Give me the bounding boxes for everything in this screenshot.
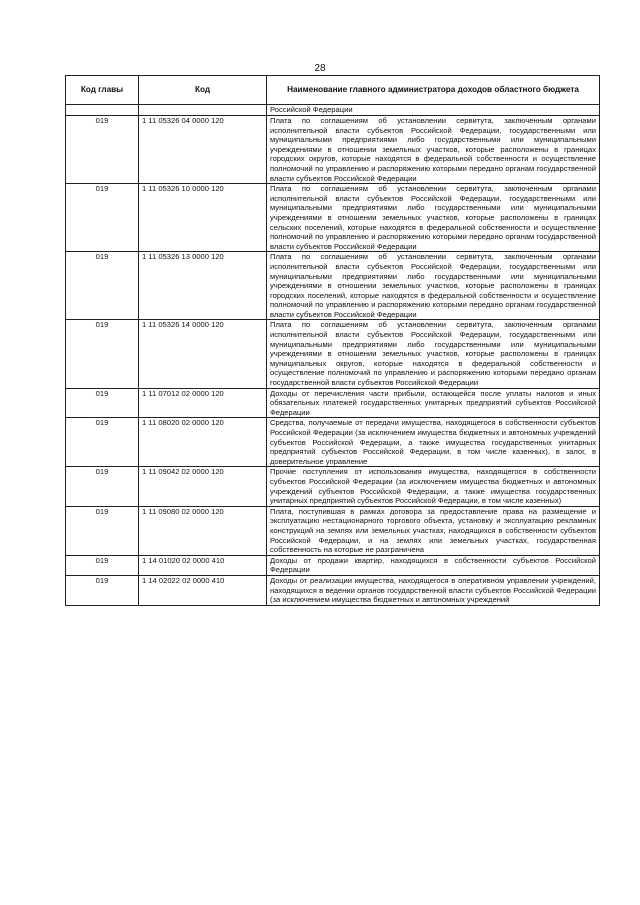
chapter-code-cell: 019	[66, 388, 139, 418]
revenue-codes-table	[65, 75, 600, 606]
code-cell: 1 11 07012 02 0000 120	[139, 388, 267, 418]
chapter-code-cell: 019	[66, 252, 139, 320]
header-chapter-code: Код главы	[66, 76, 139, 105]
name-cell: Плата, поступившая в рамках договора за предоставление права на размещение и эксплуатацию нестационарного торгового объекта, установку и эксплуатацию рекламных конструкций на землях или земельных участках, находящихся в собственности субъектов Российской Федерации, и на землях или земельных участках, государственная собственность на которые не разграничена	[267, 506, 600, 555]
code-cell: 1 11 05326 04 0000 120	[139, 116, 267, 184]
code-cell: 1 11 09080 02 0000 120	[139, 506, 267, 555]
code-cell: 1 14 02022 02 0000 410	[139, 575, 267, 605]
name-cell: Плата по соглашениям об установлении сервитута, заключенным органами исполнительной власти субъектов Российской Федерации, государственными или муниципальными предприятиями либо государственными или муниципальными учреждениями в отношении земельных участков, которые расположены в границах городских округов, которые находятся в федеральной собственности и осуществление полномочий по управлению и распоряжению которыми передано органам государственной власти субъектов Российской Федерации	[267, 116, 600, 184]
table-row	[66, 575, 600, 605]
table-row	[66, 252, 600, 320]
chapter-code-cell: 019	[66, 575, 139, 605]
code-cell: 1 11 08020 02 0000 120	[139, 418, 267, 467]
code-cell: 1 11 05326 13 0000 120	[139, 252, 267, 320]
continuation-text: Российской Федерации	[267, 105, 600, 116]
code-cell: 1 11 09042 02 0000 120	[139, 467, 267, 506]
chapter-code-cell: 019	[66, 184, 139, 252]
chapter-code-cell: 019	[66, 467, 139, 506]
code-cell: 1 11 05326 14 0000 120	[139, 320, 267, 388]
header-name: Наименование главного администратора доходов областного бюджета	[267, 76, 600, 105]
chapter-code-cell: 019	[66, 320, 139, 388]
name-cell: Прочие поступления от использования имущества, находящегося в собственности субъектов Российской Федерации (за исключением имущества бюджетных и автономных учреждений субъектов Российской Федерации, а также имущества государственных унитарных предприятий субъектов Российской Федерации, в том числе казенных)	[267, 467, 600, 506]
chapter-code-cell: 019	[66, 555, 139, 575]
name-cell: Доходы от продажи квартир, находящихся в собственности субъектов Российской Федерации	[267, 555, 600, 575]
table-header-row	[66, 76, 600, 105]
name-cell: Доходы от реализации имущества, находящегося в оперативном управлении учреждений, находящихся в ведении органов государственной власти субъектов Российской Федерации (за исключением имущества бюджетных и автономных учреждений	[267, 575, 600, 605]
continuation-row	[66, 105, 600, 116]
code-cell: 1 14 01020 02 0000 410	[139, 555, 267, 575]
table-row	[66, 116, 600, 184]
name-cell: Средства, получаемые от передачи имущества, находящегося в собственности субъектов Российской Федерации (за исключением имущества бюджетных и автономных учреждений субъектов Российской Федерации, а также имущества государственных унитарных предприятий субъектов Российской Федерации, в том числе казенных), в залог, в доверительное управление	[267, 418, 600, 467]
table-row	[66, 388, 600, 418]
chapter-code-cell: 019	[66, 418, 139, 467]
name-cell: Доходы от перечисления части прибыли, остающейся после уплаты налогов и иных обязательных платежей государственных унитарных предприятий субъектов Российской Федерации	[267, 388, 600, 418]
table-row	[66, 418, 600, 467]
table-row	[66, 506, 600, 555]
header-code: Код	[139, 76, 267, 105]
name-cell: Плата по соглашениям об установлении сервитута, заключенным органами исполнительной власти субъектов Российской Федерации, государственными или муниципальными предприятиями либо государственными или муниципальными учреждениями в отношении земельных участков, которые расположены в границах сельских поселений, которые находятся в федеральной собственности и осуществление полномочий по управлению и распоряжению которыми передано органам государственной власти субъектов Российской Федерации	[267, 184, 600, 252]
table-row	[66, 184, 600, 252]
code-cell: 1 11 05326 10 0000 120	[139, 184, 267, 252]
page-number: 28	[314, 63, 326, 74]
chapter-code-cell: 019	[66, 116, 139, 184]
table-row	[66, 320, 600, 388]
table-row	[66, 555, 600, 575]
table-row	[66, 467, 600, 506]
name-cell: Плата по соглашениям об установлении сервитута, заключенным органами исполнительной власти субъектов Российской Федерации, государственными или муниципальными предприятиями либо государственными или муниципальными учреждениями в отношении земельных участков, которые расположены в границах городских поселений, которые находятся в федеральной собственности и осуществление полномочий по управлению и распоряжению которыми передано органам государственной власти субъектов Российской Федерации	[267, 252, 600, 320]
name-cell: Плата по соглашениям об установлении сервитута, заключенным органами исполнительной власти субъектов Российской Федерации, государственными или муниципальными предприятиями либо государственными или муниципальными учреждениями в отношении земельных участков, которые расположены в границах муниципальных округов, которые находятся в федеральной собственности и осуществление полномочий по управлению и распоряжению которыми передано органам государственной власти субъектов Российской Федерации	[267, 320, 600, 388]
chapter-code-cell: 019	[66, 506, 139, 555]
